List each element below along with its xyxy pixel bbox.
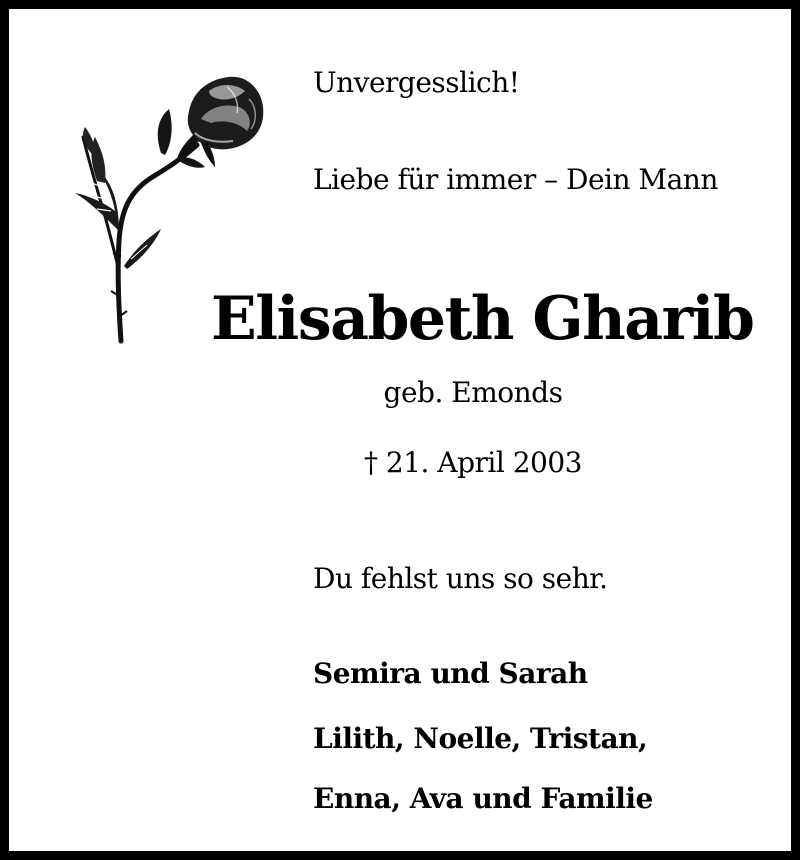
- intro-line-love: Liebe für immer – Dein Mann: [313, 163, 718, 196]
- deceased-name: Elisabeth Gharib: [211, 284, 754, 354]
- death-date: † 21. April 2003: [364, 446, 582, 479]
- signature-line: Enna, Ava und Familie: [313, 782, 653, 815]
- signature-line: Semira und Sarah: [313, 657, 588, 690]
- birth-name: geb. Emonds: [383, 376, 563, 409]
- intro-line-unforgettable: Unvergesslich!: [313, 66, 520, 99]
- signature-line: Lilith, Noelle, Tristan,: [313, 722, 648, 755]
- message-line: Du fehlst uns so sehr.: [313, 562, 608, 595]
